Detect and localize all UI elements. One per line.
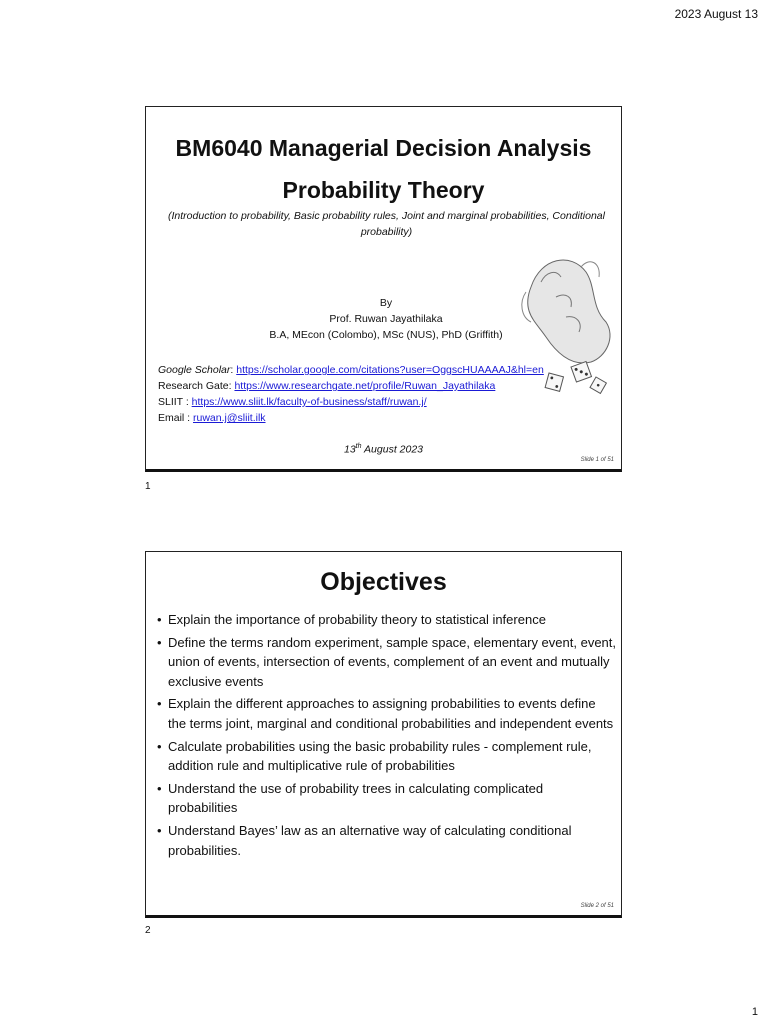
slide-index: 1 (145, 481, 151, 492)
list-item: • Calculate probabilities using the basic probability rules - complement rule, addition rule and multiplicative rule of probabilities (154, 737, 616, 776)
sliit-link[interactable]: https://www.sliit.lk/faculty-of-business/staff/ruwan.j/ (191, 396, 427, 408)
slide-index: 2 (145, 925, 151, 936)
author-name: Prof. Ruwan Jayathilaka (329, 313, 443, 325)
google-scholar-separator: : (230, 364, 237, 376)
slide-2 (145, 551, 622, 918)
google-scholar-label: Google Scholar (158, 364, 231, 376)
date-suffix: th (355, 443, 362, 450)
objectives-list (154, 610, 616, 863)
author-block (246, 295, 526, 343)
email-label: Email : (158, 412, 194, 424)
list-item: • Explain the different approaches to assigning probabilities to events define the terms joint, marginal and conditional probabilities and independent events (154, 694, 616, 733)
slide-title: BM6040 Managerial Decision Analysis (175, 135, 592, 161)
slide-number: Slide 1 of 51 (580, 457, 614, 463)
author-links (158, 362, 613, 426)
list-item: • Define the terms random experiment, sample space, elementary event, event, union of events, intersection of events, complement of an event and mutually exclusive events (154, 633, 616, 692)
page-header-date: 2023 August 13 (674, 7, 758, 21)
research-gate-label: Research Gate: (158, 380, 235, 392)
list-item: • Understand the use of probability trees in calculating complicated probabilities (154, 779, 616, 818)
page-number: 1 (751, 1006, 758, 1018)
research-gate-link[interactable]: https://www.researchgate.net/profile/Ruwan_Jayathilaka (234, 380, 496, 392)
by-label: By (379, 297, 393, 309)
google-scholar-row (158, 362, 613, 378)
slide-date (146, 443, 621, 456)
sliit-row (158, 394, 613, 410)
slide-subtitle: Probability Theory (282, 177, 485, 203)
slide-number: Slide 2 of 51 (580, 903, 614, 909)
list-item: • Explain the importance of probability theory to statistical inference (154, 610, 616, 630)
google-scholar-link[interactable]: https://scholar.google.com/citations?user=OggscHUAAAAJ&hl=en (236, 364, 544, 376)
research-gate-row (158, 378, 613, 394)
list-item: • Understand Bayes’ law as an alternative way of calculating conditional probabilities. (154, 821, 616, 860)
sliit-label: SLIIT : (158, 396, 192, 408)
date-rest: August 2023 (361, 443, 424, 456)
slide-1 (145, 106, 622, 472)
author-degrees: B.A, MEcon (Colombo), MSc (NUS), PhD (Griffith) (269, 329, 503, 341)
email-link[interactable]: ruwan.j@sliit.ilk (193, 412, 266, 424)
email-row (158, 410, 613, 426)
date-day: 13 (343, 443, 356, 456)
slide-topics: (Introduction to probability, Basic probability rules, Joint and marginal probabilities, Conditional probability) (168, 210, 605, 238)
slide-title: Objectives (320, 568, 447, 596)
